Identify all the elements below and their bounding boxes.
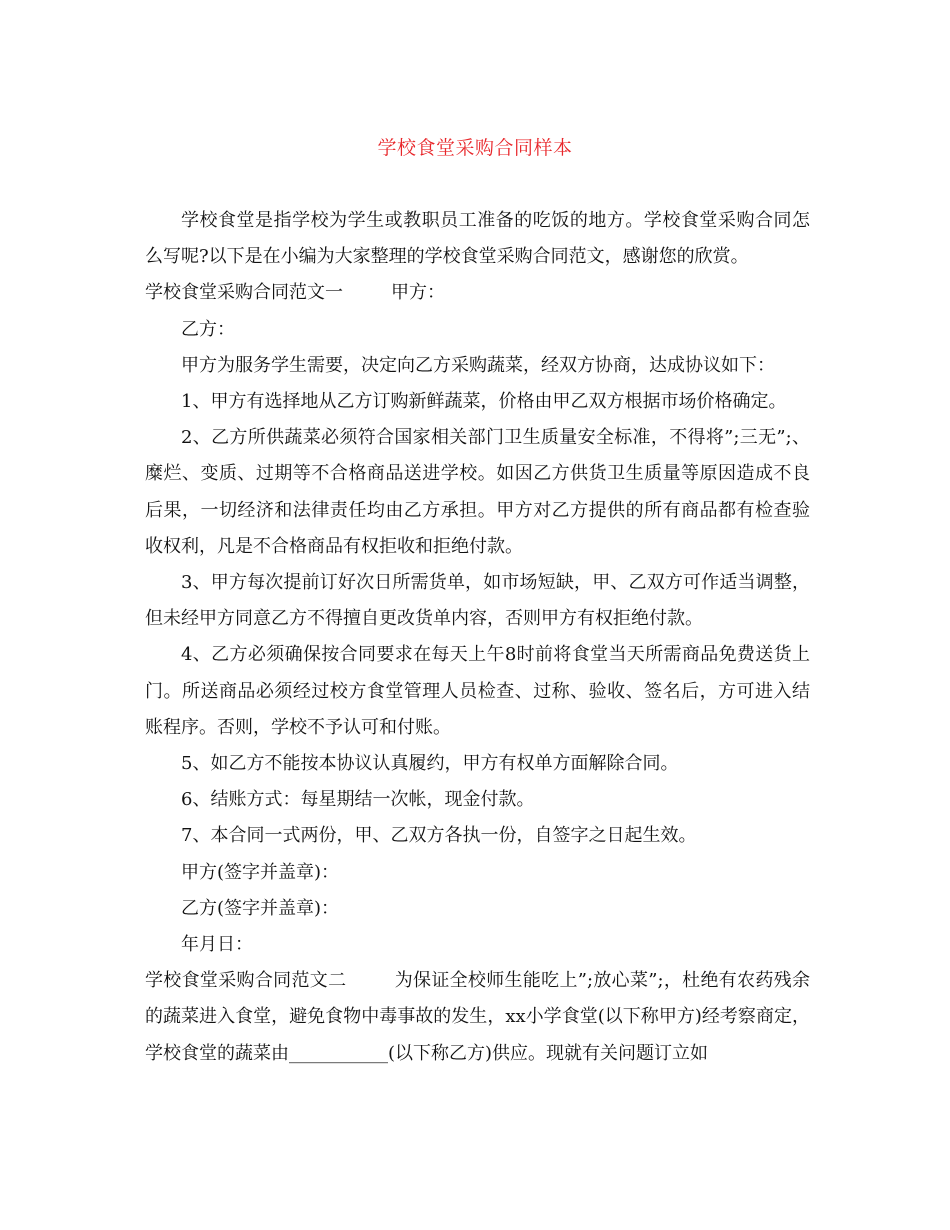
clause-5: 5、如乙方不能按本协议认真履约，甲方有权单方面解除合同。 <box>181 753 679 775</box>
clause-1: 1、甲方有选择地从乙方订购新鲜蔬菜，价格由甲乙双方根据市场价格确定。 <box>181 391 787 413</box>
sample2-paragraph <box>145 963 810 1072</box>
party-b-signature: 乙方(签字并盖章)： <box>181 897 340 919</box>
document-title: 学校食堂采购合同样本 <box>377 137 573 159</box>
sample1-heading-paragraph <box>145 275 810 311</box>
intro-paragraph: 学校食堂是指学校为学生或教职员工准备的吃饭的地方。学校食堂采购合同怎么写呢?以下是在小编为大家整理的学校食堂采购合同范文，感谢您的欣赏。 <box>145 210 810 268</box>
sample2-text: 为保证全校师生能吃上”;放心菜”;，杜绝有农药残余的蔬菜进入食堂，避免食物中毒事故的发生，xx小学食堂(以下称甲方)经考察商定，学校食堂的蔬菜由___________(以下称乙方)供应。现就有关问题订立如 <box>145 970 811 1064</box>
preamble-paragraph: 甲方为服务学生需要，决定向乙方采购蔬菜，经双方协商，达成协议如下： <box>181 354 775 376</box>
clause-6: 6、结账方式：每星期结一次帐，现金付款。 <box>181 789 535 811</box>
party-a-signature: 甲方(签字并盖章)： <box>181 861 340 883</box>
signature-date: 年月日： <box>181 934 253 956</box>
document-body <box>145 203 810 1072</box>
party-b-label: 乙方： <box>181 318 235 340</box>
sample1-heading: 学校食堂采购合同范文一 <box>145 282 343 304</box>
clause-2: 2、乙方所供蔬菜必须符合国家相关部门卫生质量安全标准，不得将”;三无”;、糜烂、变质、过期等不合格商品送进学校。如因乙方供货卫生质量等原因造成不良后果，一切经济和法律责任均由乙方承担。甲方对乙方提供的所有商品都有检查验收权利，凡是不合格商品有权拒收和拒绝付款。 <box>145 427 810 557</box>
party-a-label: 甲方： <box>391 282 445 304</box>
sample2-heading: 学校食堂采购合同范文二 <box>145 970 347 992</box>
clause-7: 7、本合同一式两份，甲、乙双方各执一份，自签字之日起生效。 <box>181 825 697 847</box>
clause-4: 4、乙方必须确保按合同要求在每天上午8时前将食堂当天所需商品免费送货上门。所送商品必须经过校方食堂管理人员检查、过称、验收、签名后，方可进入结账程序。否则，学校不予认可和付账。 <box>145 644 810 738</box>
clause-3: 3、甲方每次提前订好次日所需货单，如市场短缺，甲、乙双方可作适当调整，但未经甲方同意乙方不得擅自更改货单内容，否则甲方有权拒绝付款。 <box>145 572 810 630</box>
